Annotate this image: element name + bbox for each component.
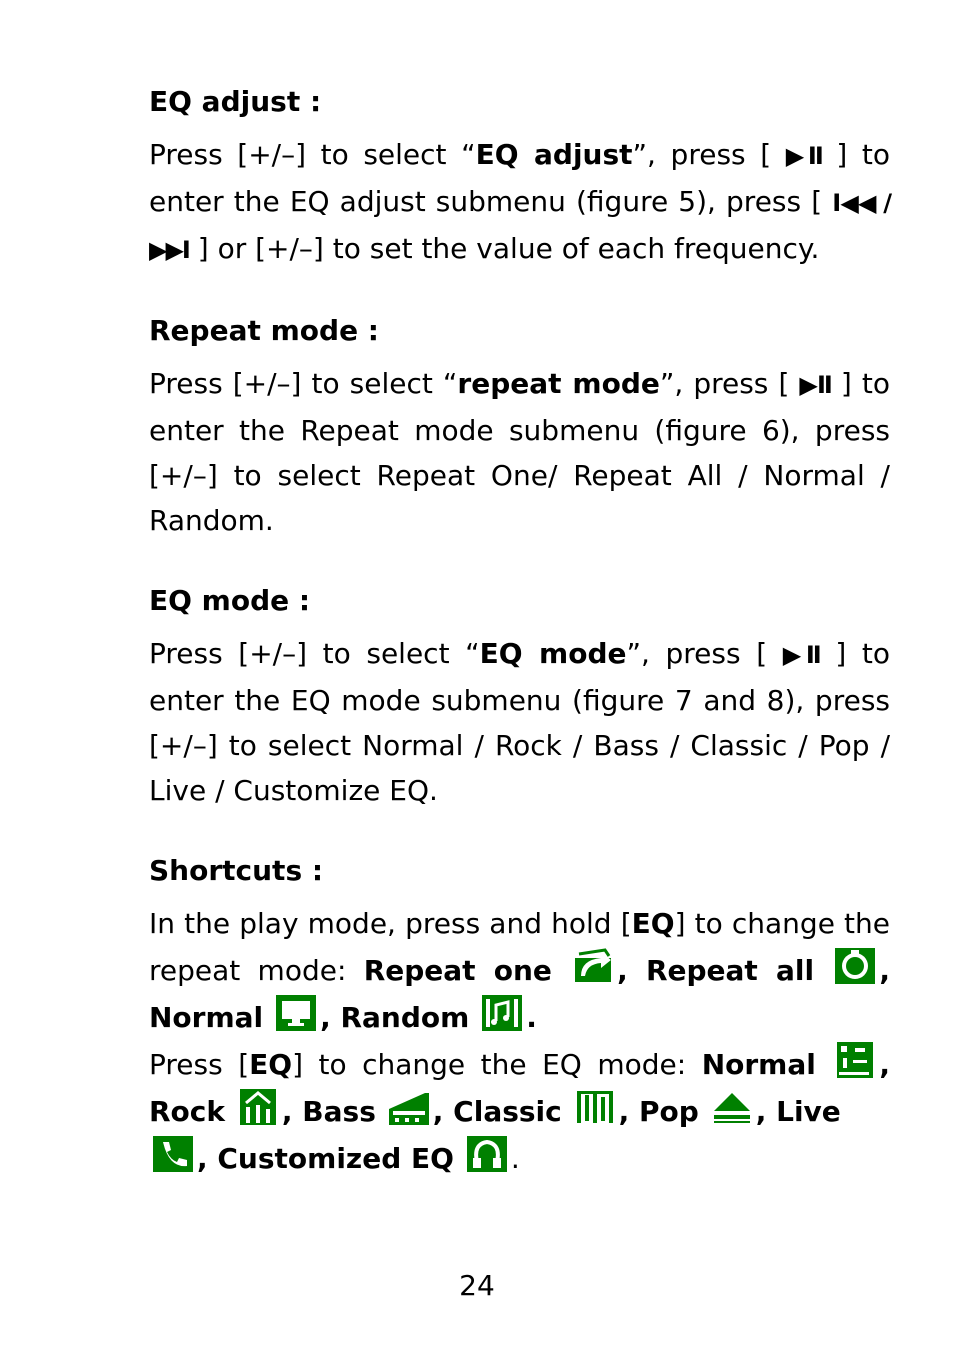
shortcuts-paragraph xyxy=(149,901,890,1181)
eq-customized-icon xyxy=(465,1134,509,1174)
eq-adjust-heading: EQ adjust : xyxy=(149,85,322,118)
normal-label: Normal xyxy=(149,1001,264,1034)
random-icon xyxy=(480,993,524,1033)
bold-term: EQ adjust xyxy=(475,138,633,171)
classic-label: , Classic xyxy=(432,1095,562,1128)
eq-key: EQ xyxy=(249,1048,293,1081)
eq-normal-icon xyxy=(833,1040,877,1080)
page-number: 24 xyxy=(459,1269,495,1302)
eq-mode-heading: EQ mode : xyxy=(149,584,311,617)
repeat-mode-paragraph xyxy=(149,361,890,543)
play-pause-icon: ▶II xyxy=(785,142,822,170)
shortcuts-heading: Shortcuts : xyxy=(149,854,324,887)
text: ] to enter the EQ mode submenu (figure 7 and 8), press [+/–] to select Normal / Rock / Bass / Classic / Pop / Live / Customize EQ. xyxy=(149,637,890,807)
repeat-all-icon xyxy=(833,946,877,986)
eq-comma: , xyxy=(879,1048,890,1081)
text: ] to change the repeat mode: xyxy=(149,907,891,987)
text: ] to change the EQ mode: xyxy=(292,1048,702,1081)
manual-page-content xyxy=(149,80,890,1181)
text: ”, press [ xyxy=(632,138,786,171)
text: ] to enter the Repeat mode submenu (figure 6), press [+/–] to select Repeat One/ Repeat All / Normal / Random. xyxy=(149,367,890,537)
play-pause-icon: ▶II xyxy=(782,641,820,669)
repeat-mode-heading: Repeat mode : xyxy=(149,314,380,347)
prev-next-icon: I◀◀ / ▶▶I xyxy=(149,189,890,264)
eq-mode-paragraph xyxy=(149,631,890,813)
eq-classic-icon xyxy=(573,1087,617,1127)
eq-rock-icon xyxy=(236,1087,280,1127)
text: Press [ xyxy=(149,1048,250,1081)
period: . xyxy=(526,1001,537,1034)
repeat-one-label: Repeat one xyxy=(363,954,552,987)
eq-normal-label: Normal xyxy=(701,1048,816,1081)
normal-repeat-icon xyxy=(274,993,318,1033)
comma: , xyxy=(879,954,890,987)
text: ”, press [ xyxy=(626,637,783,670)
text: In the play mode, press and hold [ xyxy=(149,907,632,940)
eq-key: EQ xyxy=(631,907,675,940)
live-label: , Live xyxy=(755,1095,841,1128)
text: Press [+/–] to select “ xyxy=(149,138,476,171)
repeat-one-icon xyxy=(571,946,615,986)
eq-bass-icon xyxy=(387,1087,431,1127)
text: ] to enter the EQ adjust submenu (figure 5), press [ xyxy=(149,138,890,218)
random-label: , Random xyxy=(320,1001,470,1034)
text: ”, press [ xyxy=(659,367,800,400)
customized-label: , Customized EQ xyxy=(197,1142,454,1175)
bold-term: repeat mode xyxy=(457,367,660,400)
text: Press [+/–] to select “ xyxy=(149,367,458,400)
pop-label: , Pop xyxy=(618,1095,699,1128)
rock-label: Rock xyxy=(149,1095,226,1128)
eq-adjust-paragraph xyxy=(149,132,890,273)
repeat-all-label: , Repeat all xyxy=(617,954,815,987)
text: ] or [+/–] to set the value of each frequency. xyxy=(188,232,820,265)
play-pause-icon: ▶II xyxy=(799,371,831,399)
eq-live-icon xyxy=(151,1134,195,1174)
end-period: . xyxy=(510,1142,520,1175)
bass-label: , Bass xyxy=(281,1095,376,1128)
bold-term: EQ mode xyxy=(479,637,627,670)
text: Press [+/–] to select “ xyxy=(149,637,480,670)
eq-pop-icon xyxy=(710,1087,754,1127)
